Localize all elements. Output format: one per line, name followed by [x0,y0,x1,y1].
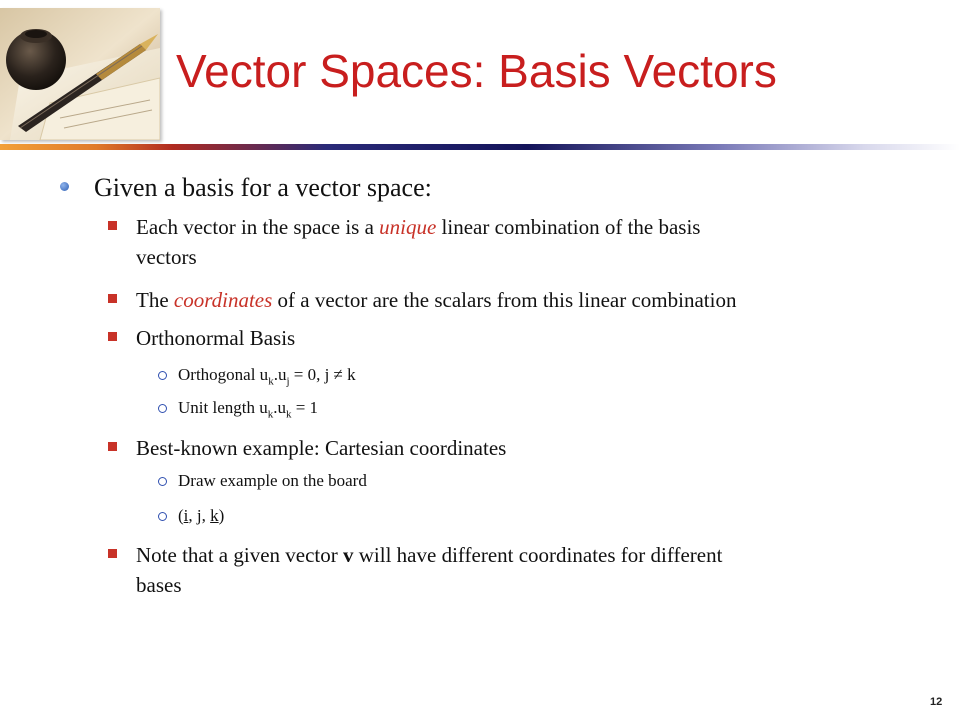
square-bullet-icon [108,332,117,341]
hollow-circle-bullet-icon [158,404,167,413]
page-number: 12 [930,696,943,708]
square-bullet-icon [108,442,117,451]
title-divider [0,144,960,150]
ink-pen-illustration [0,8,160,140]
bullet-text: Note that a given vector v will have different coordinates for different bases [136,543,723,597]
round-bullet-icon [60,182,69,191]
square-bullet-icon [108,549,117,558]
bullet-text: Orthogonal $u_k.u_j = 0$, j ≠ k [178,365,356,388]
hollow-circle-bullet-icon [158,371,167,380]
hollow-circle-bullet-icon [158,477,167,486]
bullet-text: Unit length $u_k.u_k = 1$ [178,398,319,421]
square-bullet-icon [108,221,117,230]
bullet-text: The coordinates of a vector are the scalars from this linear combination [136,288,737,312]
bullet-text: Draw example on the board [178,471,367,490]
bullet-text: Orthonormal Basis [136,326,296,350]
slide-title: Vector Spaces: Basis Vectors [176,45,777,97]
bullet-text: (i, j, k) [178,506,225,525]
square-bullet-icon [108,294,117,303]
ink-pen-photo [0,8,160,140]
bullet-text: Given a basis for a vector space: [94,173,432,202]
hollow-circle-bullet-icon [158,512,167,521]
bullet-text: Each vector in the space is a unique linear combination of the basis vectors [136,215,701,269]
bullet-text: Best-known example: Cartesian coordinates [136,436,507,460]
